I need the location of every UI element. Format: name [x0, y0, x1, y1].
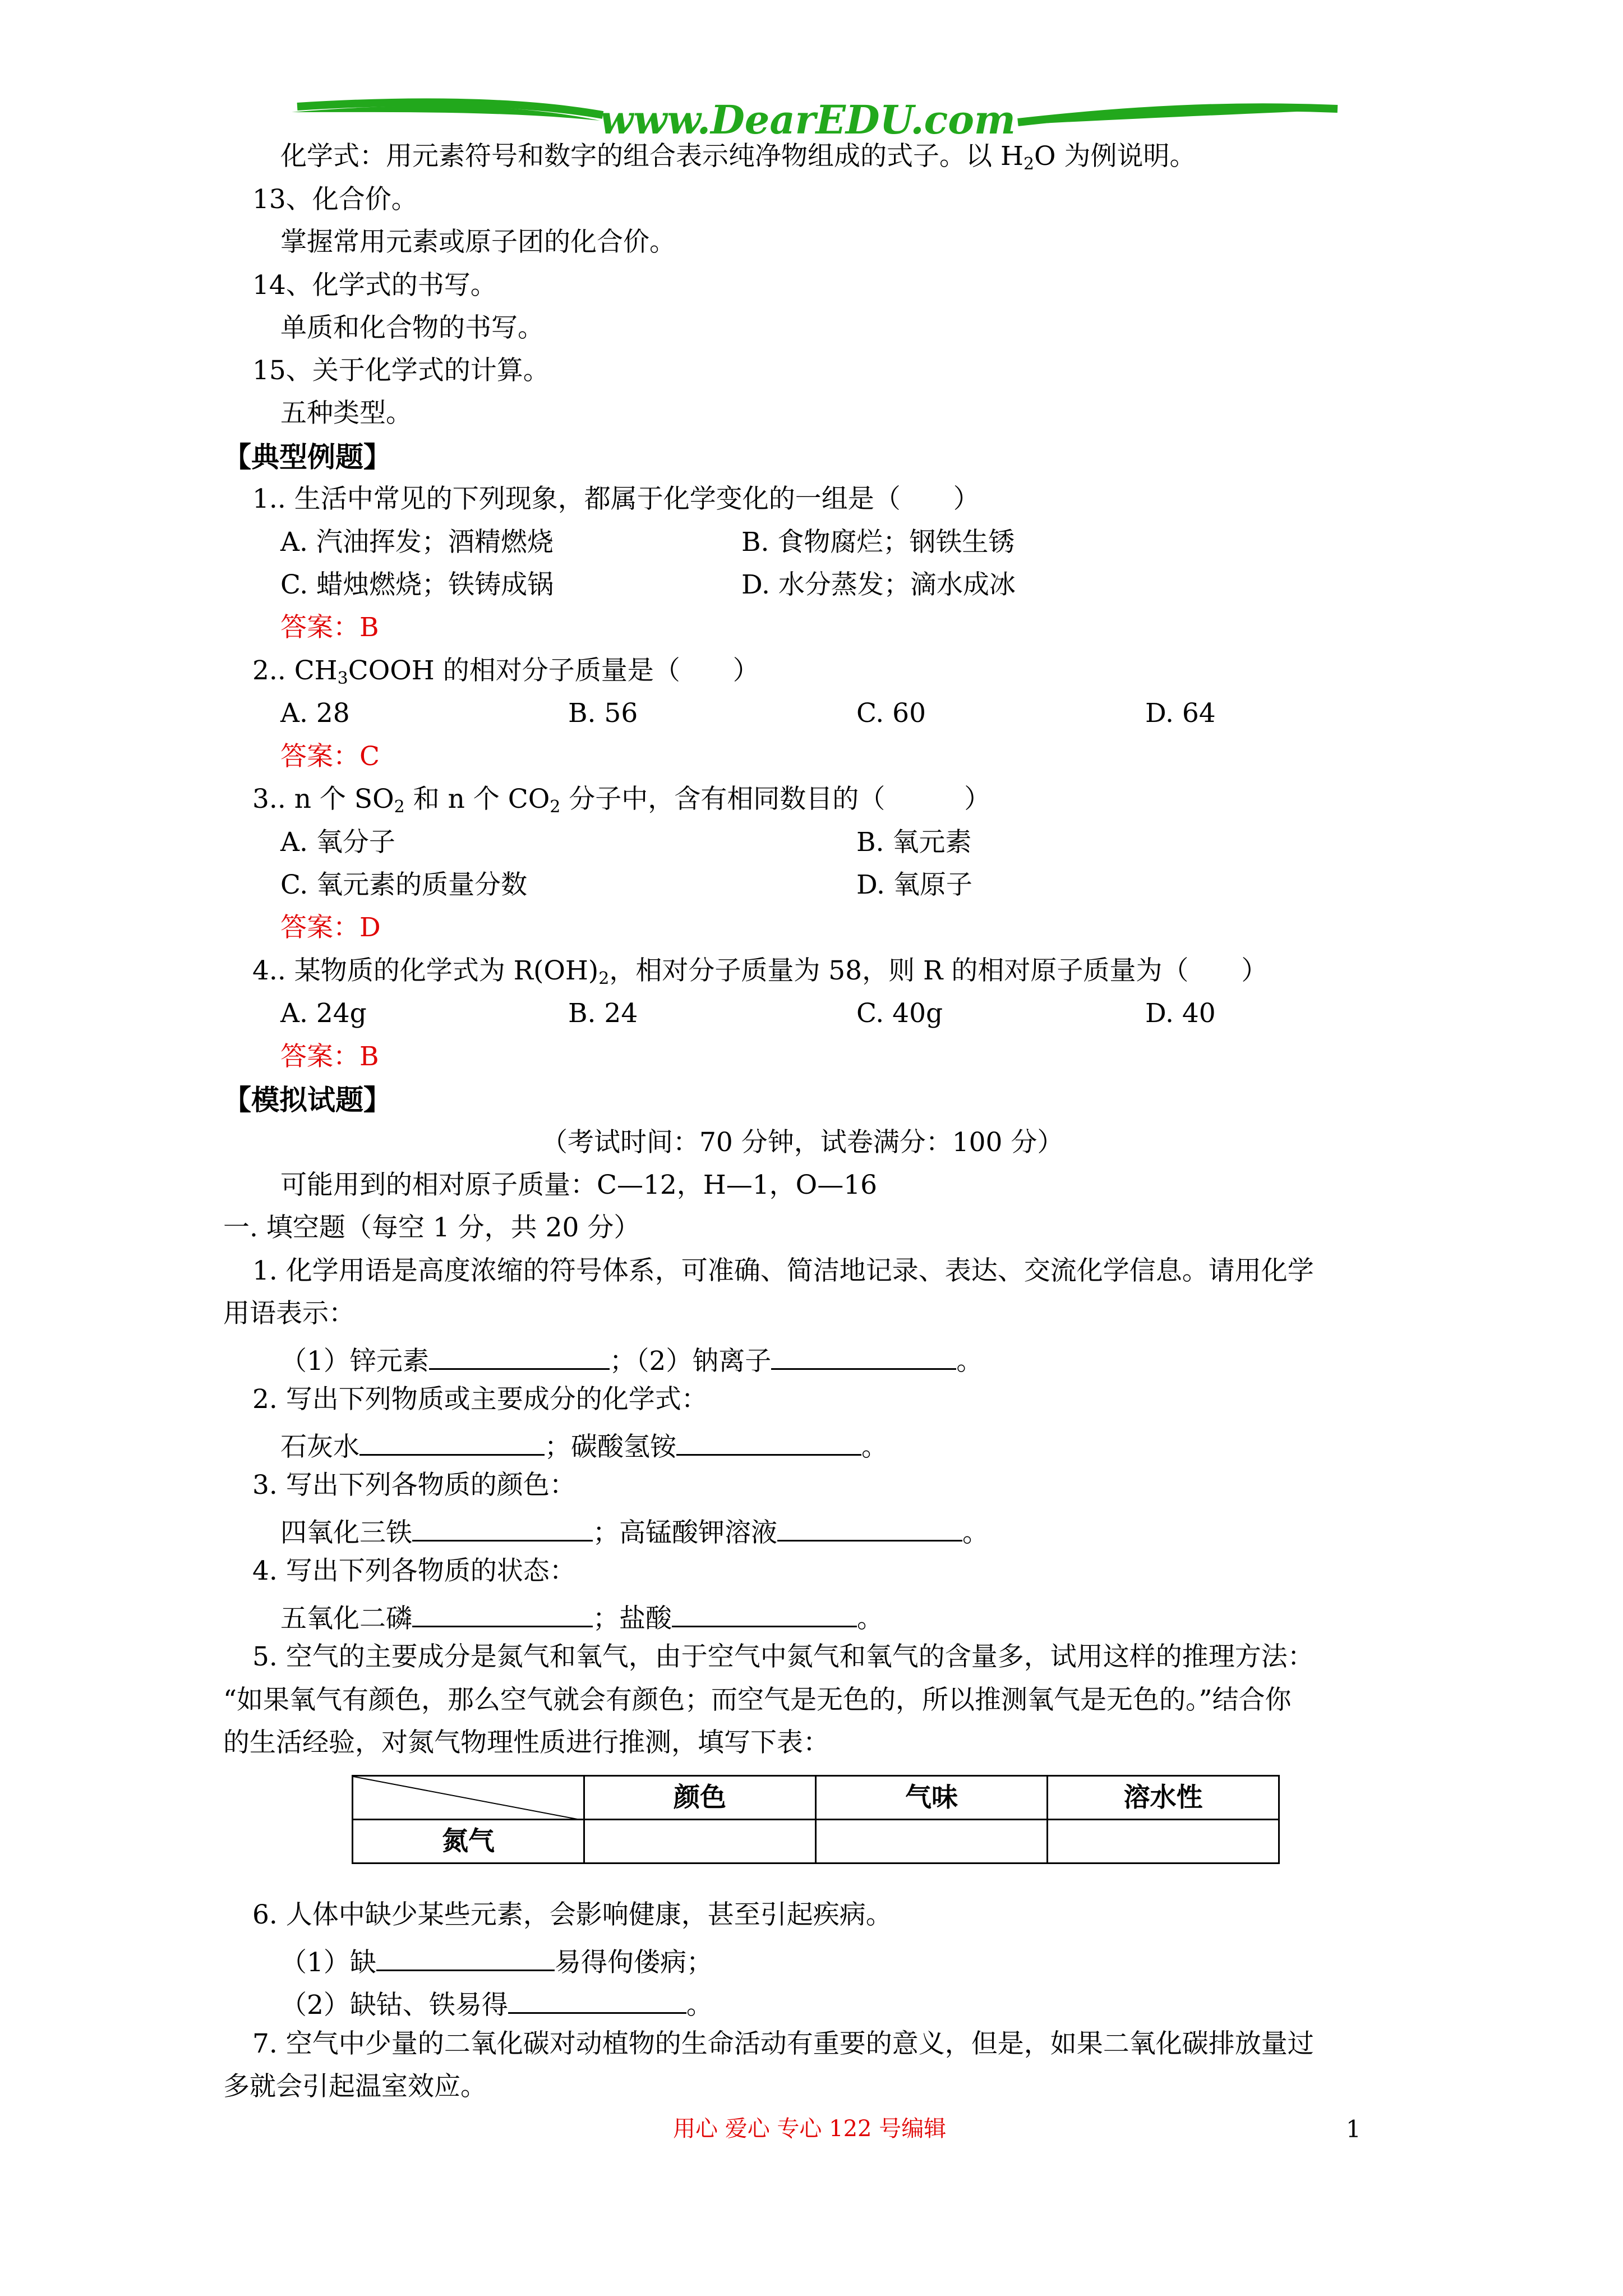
question-stem: 用语表示：	[223, 1298, 355, 1329]
diagonal-line-icon	[353, 1777, 583, 1820]
question-stem: 5. 空气的主要成分是氮气和氧气，由于空气中氮气和氧气的含量多，试用这样的推理方法：	[252, 1641, 1314, 1672]
question-stem: 3.. n 个 $SO_2$ 和 n 个 $CO_2$ 分子中，含有相同数目的（ ）	[252, 784, 991, 817]
option: A. 24g	[280, 998, 367, 1029]
fill-line: 五氧化二磷 ；盐酸 。	[280, 1601, 883, 1632]
question-stem: “如果氧气有颜色，那么空气就会有颜色；而空气是无色的，所以推测氧气是无色的。”结合你	[223, 1685, 1292, 1715]
text-line: 化学式：用元素符号和数字的组合表示纯净物组成的式子。以 $H_2O$ 为例说明。	[280, 141, 1196, 174]
answer-blank[interactable]	[676, 1429, 861, 1456]
answer: 答案：B	[280, 612, 379, 643]
table-header: 气味	[816, 1776, 1048, 1820]
fill-line: （1）缺 易得佝偻病；	[280, 1945, 713, 1976]
footer-text: 用心 爱心 专心 122 号编辑	[673, 2116, 947, 2142]
question-stem: 的生活经验，对氮气物理性质进行推测，填写下表：	[223, 1727, 829, 1758]
text-line: 14、化学式的书写。	[252, 270, 497, 301]
question-stem: 7. 空气中少量的二氧化碳对动植物的生命活动有重要的意义，但是，如果二氧化碳排放量过	[252, 2028, 1314, 2059]
text-line: 单质和化合物的书写。	[280, 312, 544, 343]
option: A. 28	[280, 698, 350, 729]
option: D. 水分蒸发；滴水成冰	[741, 569, 1016, 600]
nitrogen-properties-table	[352, 1775, 1280, 1864]
fill-line: （1）锌元素 ；（2）钠离子 。	[280, 1343, 983, 1374]
answer-blank[interactable]	[508, 1987, 686, 2014]
section-title-examples: 【典型例题】	[223, 440, 391, 473]
option: B. 食物腐烂；钢铁生锈	[741, 527, 1015, 558]
question-stem: 3. 写出下列各物质的颜色：	[252, 1470, 576, 1501]
exam-info: （考试时间：70 分钟，试卷满分：100 分）	[541, 1127, 1064, 1158]
fill-line: 石灰水 ；碳酸氢铵 。	[280, 1429, 888, 1460]
table-header: 颜色	[584, 1776, 816, 1820]
answer: 答案：C	[280, 741, 380, 772]
answer-blank[interactable]	[359, 1429, 545, 1456]
site-logo-text: www.DearEDU.com	[599, 96, 1016, 143]
question-stem: 6. 人体中缺少某些元素，会影响健康，甚至引起疾病。	[252, 1899, 892, 1930]
text-line: 掌握常用元素或原子团的化合价。	[280, 227, 676, 257]
answer: 答案：B	[280, 1041, 379, 1072]
part-heading: 一. 填空题（每空 1 分，共 20 分）	[223, 1212, 640, 1243]
option: B. 氧元素	[856, 827, 972, 858]
question-stem: 2. 写出下列物质或主要成分的化学式：	[252, 1384, 708, 1415]
question-stem: 4.. 某物质的化学式为 $R(OH)_2$，相对分子质量为 58，则 R 的相对原子质量为（ ）	[252, 955, 1268, 988]
question-stem: 1.. 生活中常见的下列现象，都属于化学变化的一组是（ ）	[252, 484, 980, 514]
table-cell[interactable]	[1048, 1820, 1279, 1864]
question-stem: 多就会引起温室效应。	[223, 2071, 487, 2102]
option: D. 64	[1145, 698, 1216, 729]
answer-blank[interactable]	[412, 1601, 593, 1627]
answer-blank[interactable]	[376, 1945, 555, 1971]
text-line: 13、化合价。	[252, 184, 418, 215]
answer-blank[interactable]	[412, 1515, 593, 1542]
site-header-logo	[0, 0, 1623, 146]
answer-blank[interactable]	[672, 1601, 857, 1627]
text-line: 15、关于化学式的计算。	[252, 355, 550, 386]
fill-line: 四氧化三铁 ；高锰酸钾溶液 。	[280, 1515, 989, 1546]
text-line: 五种类型。	[280, 398, 412, 429]
fill-line: （2）缺钴、铁易得 。	[280, 1987, 713, 2018]
option: B. 56	[568, 698, 638, 729]
answer-blank[interactable]	[777, 1515, 962, 1542]
option: D. 40	[1145, 998, 1216, 1029]
option: D. 氧原子	[856, 869, 972, 900]
option: C. 40g	[856, 998, 943, 1029]
page-number: 1	[1346, 2115, 1361, 2143]
table-cell[interactable]	[816, 1820, 1048, 1864]
option: B. 24	[568, 998, 638, 1029]
table-diagonal-header	[353, 1776, 584, 1820]
answer: 答案：D	[280, 912, 381, 943]
answer-blank[interactable]	[429, 1343, 610, 1370]
option: A. 氧分子	[280, 827, 395, 858]
option: C. 氧元素的质量分数	[280, 869, 528, 900]
section-title-mock: 【模拟试题】	[223, 1083, 391, 1116]
table-header: 溶水性	[1048, 1776, 1279, 1820]
question-stem: 1. 化学用语是高度浓缩的符号体系，可准确、简洁地记录、表达、交流化学信息。请用化学	[252, 1255, 1314, 1286]
option: C. 蜡烛燃烧；铁铸成锅	[280, 569, 554, 600]
table-cell[interactable]	[584, 1820, 816, 1864]
option: A. 汽油挥发；酒精燃烧	[280, 527, 554, 558]
option: C. 60	[856, 698, 926, 729]
atomic-mass-note: 可能用到的相对原子质量：C—12，H—1，O—16	[280, 1170, 877, 1200]
table-row-label: 氮气	[353, 1820, 584, 1864]
question-stem: 4. 写出下列各物质的状态：	[252, 1556, 576, 1586]
answer-blank[interactable]	[771, 1343, 956, 1370]
question-stem: 2.. $CH_3COOH$ 的相对分子质量是（ ）	[252, 655, 759, 688]
